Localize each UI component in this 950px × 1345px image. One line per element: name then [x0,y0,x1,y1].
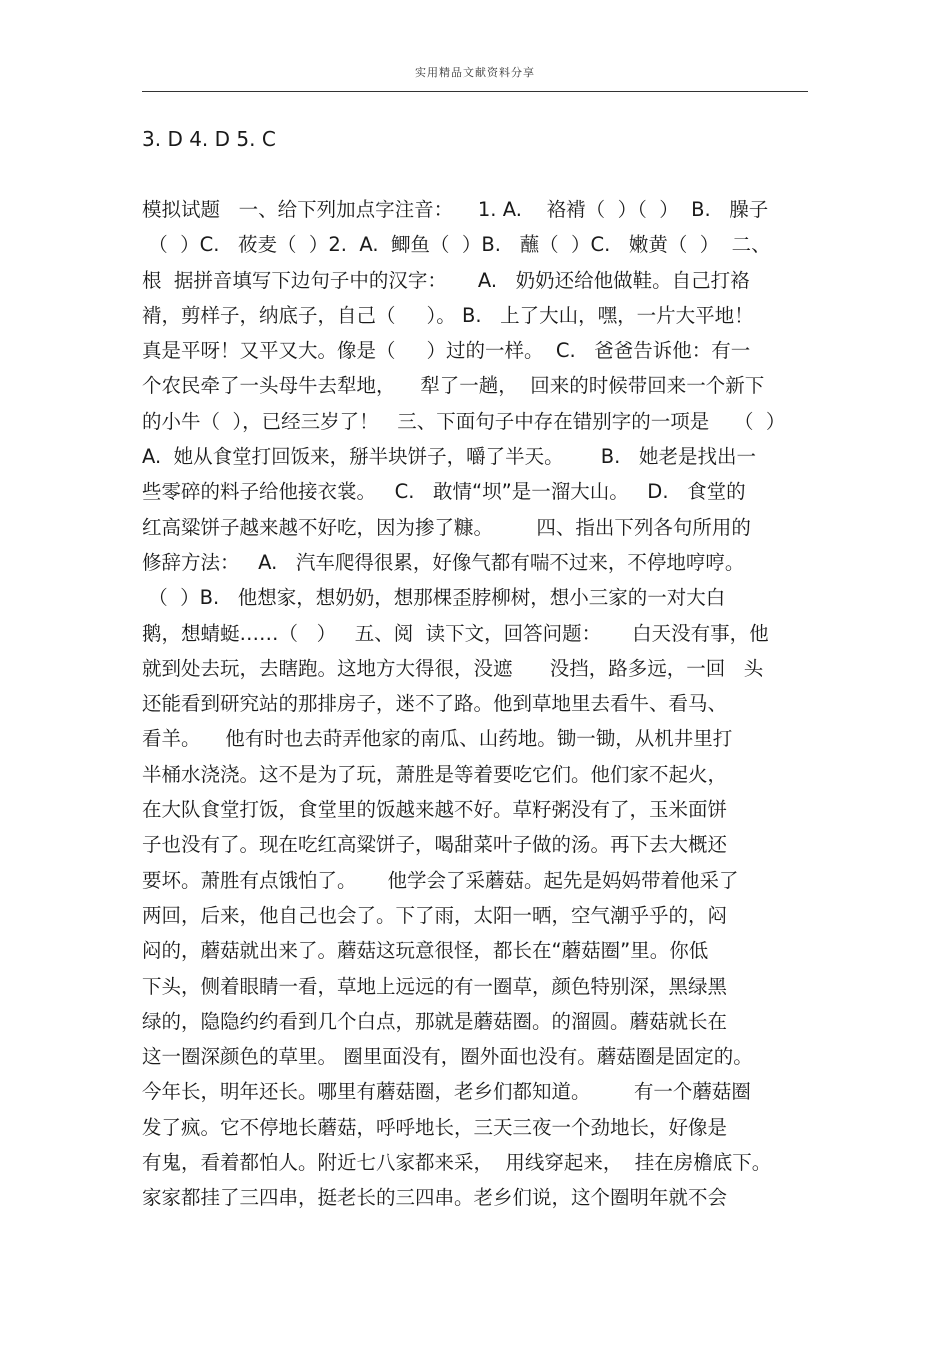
document-body [142,192,808,1216]
text-line: 有鬼，看着都怕人。附近七八家都来采， 用线穿起来， 挂在房檐底下。 [142,1151,772,1175]
page-header: 实用精品文献资料分享 [415,66,535,79]
text-line: 下头，侧着眼睛一看，草地上远远的有一圈草，颜色特别深，黑绿黑 [142,974,728,998]
text-line: 发了疯。它不停地长蘑菇，呼呼地长，三天三夜一个劲地长，好像是 [142,1115,728,1139]
text-line: 要坏。萧胜有点饿怕了。 他学会了采蘑菇。起先是妈妈带着他采了 [142,868,739,892]
text-line: 这一圈深颜色的草里。 圈里面没有，圈外面也没有。蘑菇圈是固定的。 [142,1045,753,1069]
text-line: 根 据拼音填写下边句子中的汉字： A. 奶奶还给他做鞋。自己打袼 [142,268,750,292]
text-line: 红高粱饼子越来越不好吃，因为掺了糠。 四、指出下列各句所用的 [142,515,751,539]
text-line: （ ）B. 他想家，想奶奶，想那棵歪脖柳树，想小三家的一对大白 [142,586,726,610]
text-line: 家家都挂了三四串，挺老长的三四串。老乡们说，这个圈明年就不会 [142,1186,728,1210]
text-line: 的小牛（ ），已经三岁了！ 三、下面句子中存在错别字的一项是 （ ） [142,409,786,433]
text-line: 绿的，隐隐约约看到几个白点，那就是蘑菇圈。的溜圆。蘑菇就长在 [142,1009,728,1033]
text-line: 修辞方法： A. 汽车爬得很累，好像气都有喘不过来，不停地哼哼。 [142,550,745,574]
text-line: 还能看到研究站的那排房子，迷不了路。他到草地里去看牛、看马、 [142,692,728,716]
text-line: 鹅，想蜻蜓……（ ） 五、阅 读下文，回答问题： 白天没有事，他 [142,621,769,645]
text-line: 些零碎的料子给他接衣裳。 C. 敢情“坝”是一溜大山。 D. 食堂的 [142,480,746,504]
text-line: 真是平呀！又平又大。像是（ ）过的一样。 C. 爸爸告诉他：有一 [142,339,751,363]
text-line: 半桶水浇浇。这不是为了玩，萧胜是等着要吃它们。他们家不起火， [142,762,728,786]
text-line: 今年长，明年还长。哪里有蘑菇圈，老乡们都知道。 有一个蘑菇圈 [142,1080,751,1104]
text-line: 在大队食堂打饭，食堂里的饭越来越不好。草籽粥没有了，玉米面饼 [142,798,728,822]
text-line: 看羊。 他有时也去莳弄他家的南瓜、山药地。锄一锄，从机井里打 [142,727,733,751]
text-line: 个农民牵了一头母牛去犁地， 犁了一趟， 回来的时候带回来一个新下 [142,374,765,398]
answer-key-line: 3. D 4. D 5. C [142,127,276,151]
text-line: 就到处去玩，去瞎跑。这地方大得很，没遮 没挡，路多远，一回 头 [142,656,764,680]
text-line: （ ）C. 莜麦（ ）2. A. 鲫鱼（ ）B. 蘸（ ）C. 嫩黄（ ） 二、 [142,233,771,257]
text-line: 子也没有了。现在吃红高粱饼子，喝甜菜叶子做的汤。再下去大概还 [142,833,728,857]
text-line: 褙，剪样子，纳底子，自己（ ）。 B. 上了大山，嘿，一片大平地！ [142,303,754,327]
text-line: 模拟试题 一、给下列加点字注音： 1. A. 袼褙（ ）（ ） B. 臊子 [142,198,769,221]
text-line: 闷的，蘑菇就出来了。蘑菇这玩意很怪，都长在“蘑菇圈”里。你低 [142,939,709,963]
text-line: 两回，后来，他自己也会了。下了雨，太阳一晒，空气潮乎乎的，闷 [142,903,728,927]
text-line: A. 她从食堂打回饭来，掰半块饼子，嚼了半天。 B. 她老是找出一 [142,445,756,469]
header-divider [142,91,808,92]
